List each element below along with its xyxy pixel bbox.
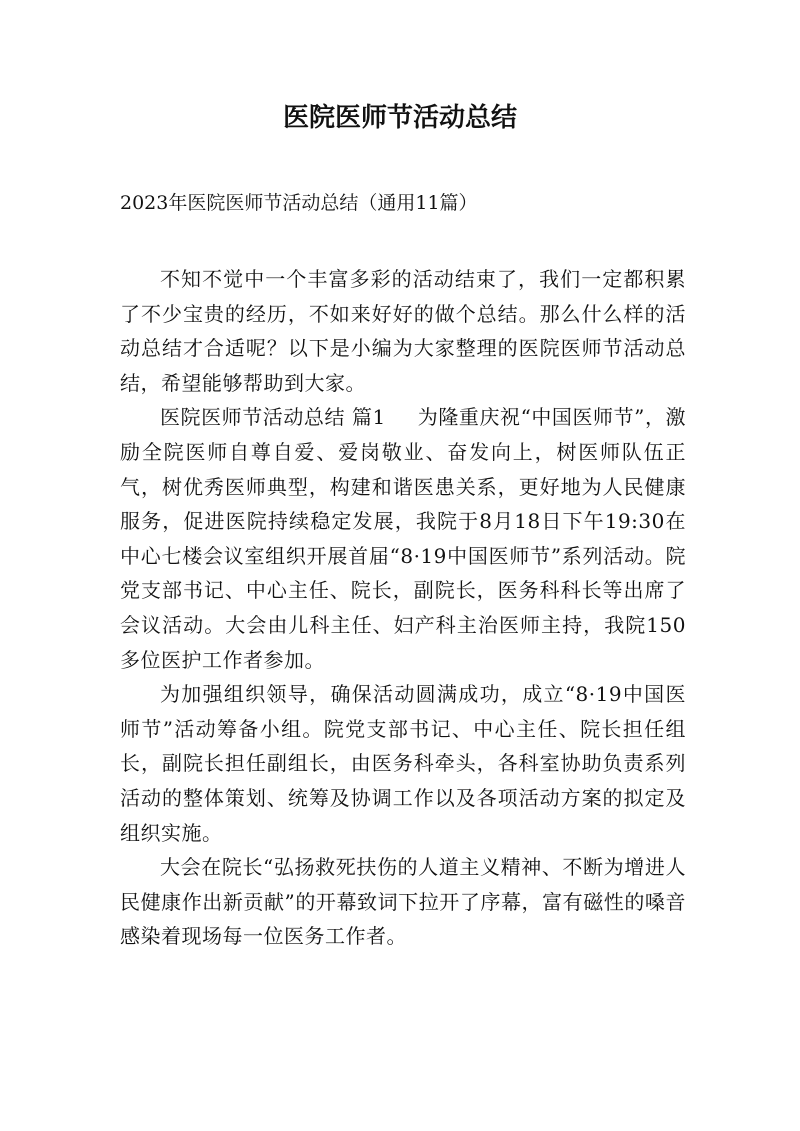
intro-paragraph: 不知不觉中一个丰富多彩的活动结束了，我们一定都积累了不少宝贵的经历，不如来好好的做个总结。那么什么样的活动总结才合适呢？以下是小编为大家整理的医院医师节活动总结，希望能够帮助到大家。	[120, 267, 686, 395]
section-1-label: 医院医师节活动总结 篇1	[160, 405, 386, 430]
section-1-paragraph	[120, 400, 686, 677]
document-title: 医院医师节活动总结	[282, 103, 517, 133]
document-subtitle: 2023年医院医师节活动总结（通用11篇）	[120, 192, 478, 214]
section-1-text: 为隆重庆祝“中国医师节”，激励全院医师自尊自爱、爱岗敬业、奋发向上，树医师队伍正气，树优秀医师典型，构建和谐医患关系，更好地为人民健康服务，促进医院持续稳定发展，我院于8月18日下午19:30在中心七楼会议室组织开展首届“8·19中国医师节”系列活动。院党支部书记、中心主任、院长，副院长，医务科科长等出席了会议活动。大会由儿科主任、妇产科主治医师主持，我院150多位医护工作者参加。	[120, 405, 686, 672]
organization-paragraph: 为加强组织领导，确保活动圆满成功，成立“8·19中国医师节”活动筹备小组。院党支部书记、中心主任、院长担任组长，副院长担任副组长，由医务科牵头，各科室协助负责系列活动的整体策划、统筹及协调工作以及各项活动方案的拟定及组织实施。	[120, 682, 686, 845]
opening-paragraph: 大会在院长“弘扬救死扶伤的人道主义精神、不断为增进人民健康作出新贡献”的开幕致词下拉开了序幕，富有磁性的嗓音感染着现场每一位医务工作者。	[120, 855, 686, 949]
document-body	[120, 262, 686, 954]
